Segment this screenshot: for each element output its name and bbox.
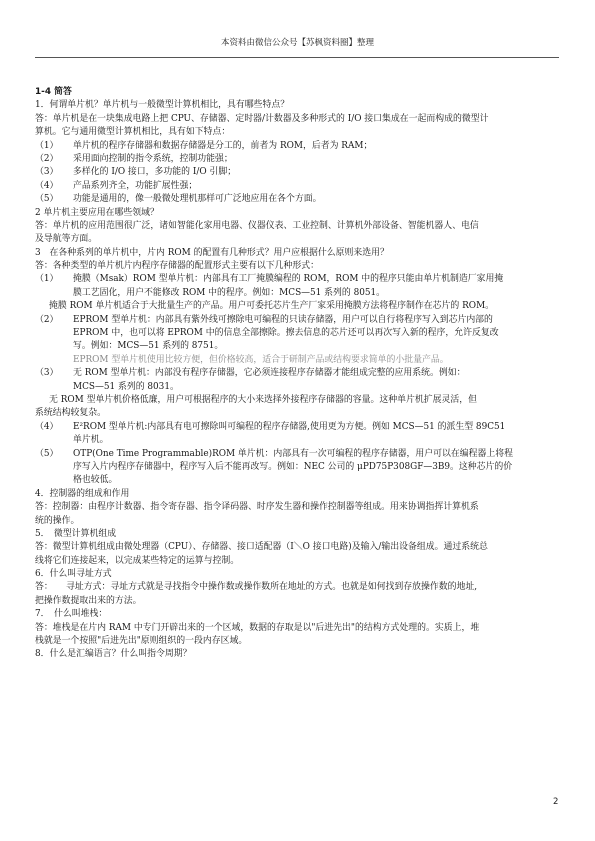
text-line [35,180,557,193]
line-text: 6．什么叫寻址方式 [35,569,112,580]
text-line [35,407,557,420]
section-title: 1-4 简答 [35,87,72,97]
line-text: 统的操作。 [35,515,80,526]
text-line [35,126,557,139]
list-number: （4） [35,180,59,191]
text-line [35,140,557,153]
text-line [35,273,557,286]
line-text: 5． 微型计算机组成 [35,528,117,539]
text-line [35,622,557,635]
text-line [35,635,557,648]
text-line [35,113,557,126]
text-line [35,207,557,220]
line-text: 答：控制器：由程序计数器、指令寄存器、指令译码器、时序发生器和操作控制器等组成。用来协调指挥计算机系 [35,502,479,513]
text-line [35,367,557,380]
text-line [35,247,557,260]
text-line [35,595,557,608]
line-text: 答：单片机是在一块集成电路上把 CPU、存储器、定时器/计数器及多种形式的 I/O 接口集成在一起而构成的微型计 [35,113,489,124]
line-text: 及导航等方面。 [35,234,98,245]
list-number: （3） [35,368,59,379]
text-line [35,327,557,340]
line-text: 写。例如：MCS—51 系列的 8751。 [73,341,224,352]
text-lines [35,99,557,661]
line-text: 单片机的程序存储器和数据存储器是分工的，前者为 ROM，后者为 RAM； [73,140,373,151]
text-line [35,581,557,594]
line-text: 采用面向控制的指令系统，控制功能强； [73,153,233,164]
line-text: 序写入片内程序存储器中，程序写入后不能再改写。例如：NEC 公司的 μPD75P308GF—3B9。这种芯片的价 [73,461,513,472]
list-number: （1） [35,274,59,285]
line-text: 多样化的 I/O 接口，多功能的 I/O 引脚； [73,167,237,178]
list-number: （4） [35,421,59,432]
line-text: 答：堆栈是在片内 RAM 中专门开辟出来的一个区域，数据的存取是以"后进先出"的结构方式处理的。实质上，堆 [35,622,480,633]
line-text: 系统结构较复杂。 [35,408,106,419]
text-line [35,474,557,487]
page-header: 本资料由微信公众号【苏枫资料圈】整理 [220,38,374,48]
text-line [35,394,557,407]
text-line [35,381,557,394]
text-line [35,541,557,554]
line-text: 膜工艺固化，用户不能修改 ROM 中的程序。例如：MCS—51 系列的 8051。 [73,287,386,298]
line-text: 格也较低。 [73,475,118,486]
document-body [35,86,557,662]
text-line [35,287,557,300]
list-number: （5） [35,448,59,459]
text-line [35,448,557,461]
line-text: 7． 什么叫堆栈： [35,609,108,620]
header-divider [35,57,559,58]
list-number: （5） [35,194,59,205]
text-line [35,153,557,166]
line-text: EPROM 中，也可以将 EPROM 中的信息全部擦除。擦去信息的芯片还可以再次写入新的程序，允许反复改 [73,328,499,339]
list-number: （3） [35,167,59,178]
line-text: EPROM 型单片机使用比较方便，但价格较高，适合于研制产品或结构要求简单的小批量产品。 [73,354,449,365]
text-line [35,340,557,353]
line-text: 单片机。 [73,435,109,446]
text-line [35,166,557,179]
text-line [35,515,557,528]
text-line [35,220,557,233]
text-line [35,461,557,474]
line-text: 把操作数提取出来的方法。 [35,595,142,606]
list-number: （2） [35,314,59,325]
text-line [35,260,557,273]
line-text: 无 ROM 型单片机：内部没有程序存储器，它必须连接程序存储器才能组成完整的应用系统。例如： [73,368,466,379]
text-line [35,648,557,661]
text-line [35,193,557,206]
line-text: 掩膜 ROM 单片机适合于大批量生产的产品。用户可委托芯片生产厂家采用掩膜方法将程序制作在芯片的 ROM。 [49,301,495,312]
text-line [35,555,557,568]
text-line [35,434,557,447]
text-line [35,608,557,621]
line-text: MCS—51 系列的 8031。 [73,381,179,392]
line-text: 答：各种类型的单片机片内程序存储器的配置形式主要有以下几种形式： [35,261,319,272]
list-number: （1） [35,140,59,151]
line-text: 4．控制器的组成和作用 [35,488,130,499]
line-text: 2 单片机主要应用在哪些领域？ [35,207,159,218]
text-line [35,233,557,246]
line-text: 8．什么是汇编语言？什么叫指令周期？ [35,649,192,660]
text-line [35,528,557,541]
line-text: 掩膜（Msak）ROM 型单片机：内部具有工厂掩膜编程的 ROM，ROM 中的程序只能由单片机制造厂家用掩 [73,274,504,285]
list-number: （2） [35,153,59,164]
text-line [35,354,557,367]
line-text: 产品系列齐全，功能扩展性强； [73,180,198,191]
text-line [35,488,557,501]
text-line [35,314,557,327]
text-line [35,300,557,313]
line-text: 答： 寻址方式：寻址方式就是寻找指令中操作数或操作数所在地址的方式。也就是如何找到存放操作数的地址, [35,582,478,593]
text-line [35,568,557,581]
line-text: 1．何谓单片机？单片机与一般微型计算机相比，具有哪些特点？ [35,100,290,111]
line-text: 线将它们连接起来，以完成某些特定的运算与控制。 [35,555,240,566]
line-text: E²ROM 型单片机:内部具有电可擦除叫可编程的程序存储器,使用更为方便。例如 MCS—51 的派生型 89C51 [73,421,506,432]
line-text: 答：单片机的应用范围很广泛，诸如智能化家用电器、仪器仪表、工业控制、计算机外部设备、智能机器人、电信 [35,220,479,231]
page-number: 2 [553,797,559,807]
line-text: 3 在各种系列的单片机中，片内 ROM 的配置有几种形式？用户应根据什么原则来选用？ [35,247,389,258]
line-text: 答：微型计算机组成由微处理器（CPU）、存储器、接口适配器（I＼O 接口电路)及输入/输出设备组成。通过系统总 [35,542,488,553]
text-line [35,421,557,434]
line-text: EPROM 型单片机：内部具有紫外线可擦除电可编程的只读存储器，用户可以自行将程序写入到芯片内部的 [73,314,493,325]
text-line [35,99,557,112]
line-text: 栈就是一个按照"后进先出"原则组织的一段内存区域。 [35,636,248,647]
line-text: 无 ROM 型单片机价格低廉，用户可根据程序的大小来选择外接程序存储器的容量。这种单片机扩展灵活，但 [49,394,478,405]
line-text: 功能是通用的，像一般微处理机那样可广泛地应用在各个方面。 [73,194,322,205]
line-text: 算机。它与通用微型计算机相比，具有如下特点： [35,127,231,138]
text-line [35,501,557,514]
line-text: OTP(One Time Programmable)ROM 单片机：内部具有一次可编程的程序存储器，用户可以在编程器上将程 [73,448,514,459]
